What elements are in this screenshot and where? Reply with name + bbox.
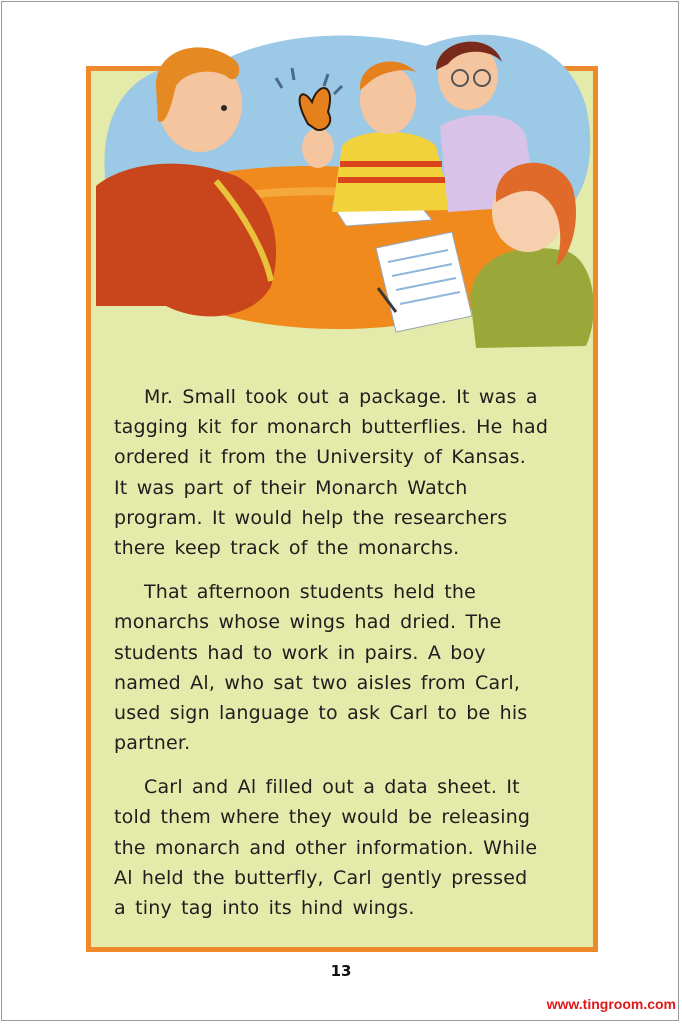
text-line: program. It would help the researchers bbox=[114, 506, 508, 529]
text-line: ordered it from the University of Kansas. bbox=[114, 446, 527, 469]
text-line: told them where they would be releasing bbox=[114, 806, 531, 829]
paragraph-2 bbox=[114, 577, 570, 758]
teacher-hand bbox=[302, 128, 334, 168]
text-line: It was part of their Monarch Watch bbox=[114, 476, 468, 499]
text-line: Mr. Small took out a package. It was a bbox=[144, 386, 538, 408]
watermark-link[interactable]: www.tingroom.com bbox=[546, 996, 676, 1012]
text-line: used sign language to ask Carl to be his bbox=[114, 701, 528, 724]
text-line: Carl and Al filled out a data sheet. It bbox=[144, 776, 520, 799]
text-line: monarchs whose wings had dried. The bbox=[114, 611, 502, 634]
paragraph-3 bbox=[114, 772, 570, 923]
girl-body bbox=[470, 248, 594, 348]
story-text bbox=[114, 382, 570, 937]
text-line: That afternoon students held the bbox=[144, 581, 477, 604]
text-line: Al held the butterfly, Carl gently pressed bbox=[114, 866, 528, 889]
text-line: tagging kit for monarch butterflies. He had bbox=[114, 416, 549, 439]
text-line: the monarch and other information. While bbox=[114, 836, 538, 859]
paragraph-1 bbox=[114, 382, 570, 563]
text-line: named Al, who sat two aisles from Carl, bbox=[114, 671, 521, 694]
teacher-body bbox=[96, 164, 276, 317]
text-line: a tiny tag into its hind wings. bbox=[114, 897, 415, 919]
text-line: partner. bbox=[114, 732, 191, 755]
text-line: students had to work in pairs. A boy bbox=[114, 641, 486, 664]
page-number: 13 bbox=[330, 962, 352, 980]
text-line: there keep track of the monarchs. bbox=[114, 536, 460, 559]
classroom-illustration bbox=[96, 16, 600, 362]
